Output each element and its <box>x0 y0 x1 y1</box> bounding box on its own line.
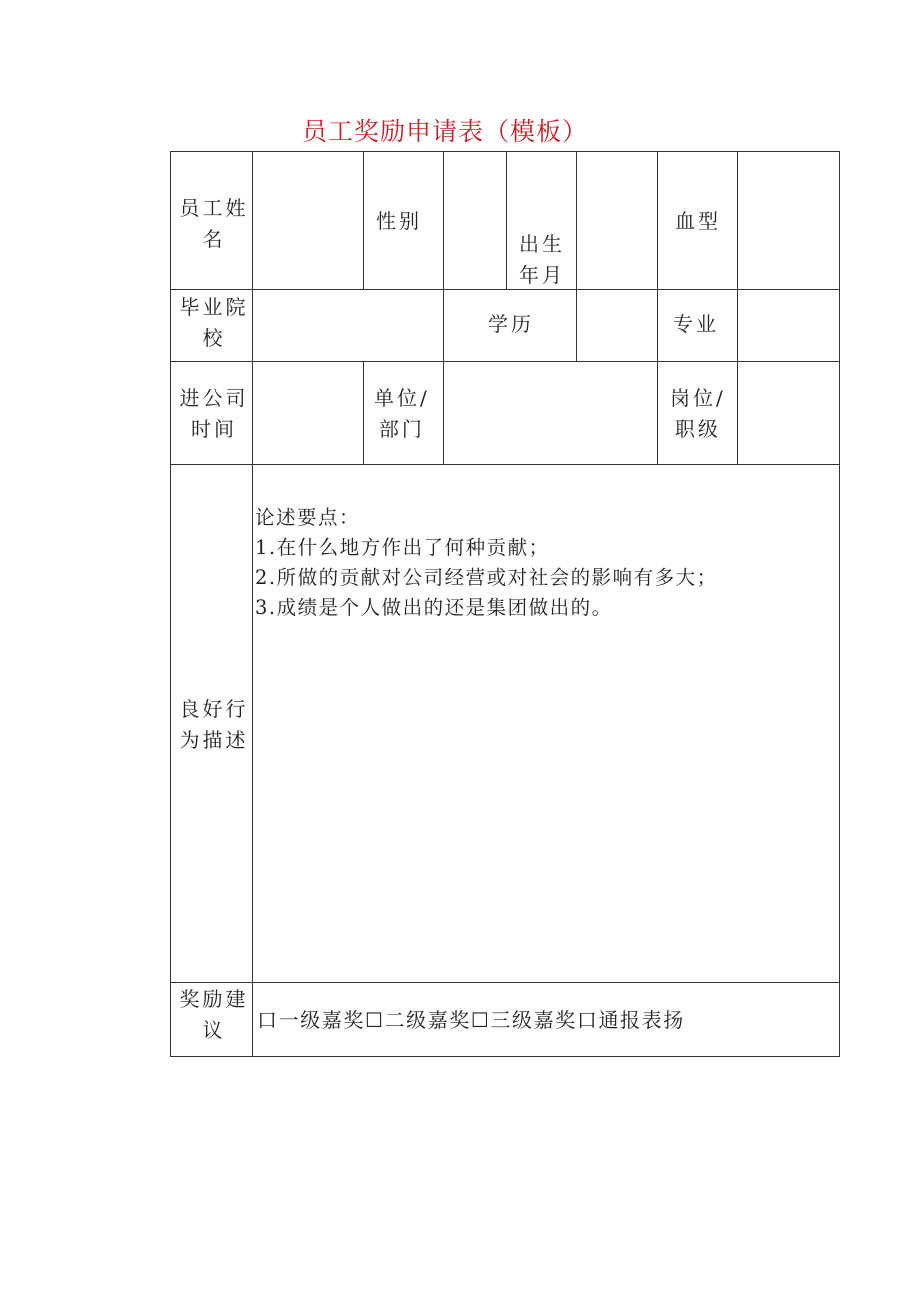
education-label-cell <box>443 289 576 361</box>
birth-label: 出生 年月 <box>519 232 565 287</box>
behavior-label-cell <box>170 464 252 982</box>
department-label: 单位/ 部门 <box>374 386 430 441</box>
join-date-label-cell <box>170 361 252 464</box>
major-label-cell <box>657 289 737 361</box>
notes-heading: 论述要点： <box>255 506 361 529</box>
behavior-description-cell[interactable] <box>252 464 840 982</box>
name-label-cell <box>170 151 252 289</box>
blood-label-cell <box>657 151 737 289</box>
education-input-cell[interactable] <box>576 289 657 361</box>
major-label: 专业 <box>673 312 719 336</box>
name-input-cell[interactable] <box>252 151 363 289</box>
award-application-form <box>170 151 840 1057</box>
name-label: 员工姓 名 <box>179 196 249 251</box>
blood-input-cell[interactable] <box>737 151 840 289</box>
birth-input-cell[interactable] <box>576 151 657 289</box>
birth-label-cell <box>506 151 576 289</box>
behavior-notes <box>255 503 718 623</box>
gender-input-cell[interactable] <box>443 151 506 289</box>
award-label-cell <box>170 982 252 1057</box>
position-label: 岗位/ 职级 <box>670 386 726 441</box>
school-label-cell <box>170 289 252 361</box>
award-options-cell[interactable] <box>252 982 840 1057</box>
join-date-label: 进公司 时间 <box>179 386 249 441</box>
position-label-cell <box>657 361 737 464</box>
join-date-input-cell[interactable] <box>252 361 363 464</box>
gender-label: 性别 <box>376 209 422 233</box>
blood-label: 血型 <box>675 209 721 233</box>
notes-point-1: 1.在什么地方作出了何种贡献； <box>255 536 550 559</box>
award-options[interactable]: 口一级嘉奖☐二级嘉奖☐三级嘉奖口通报表扬 <box>257 1008 685 1032</box>
major-input-cell[interactable] <box>737 289 840 361</box>
notes-point-3: 3.成绩是个人做出的还是集团做出的。 <box>255 596 613 619</box>
department-input-cell[interactable] <box>443 361 657 464</box>
award-label: 奖励建 议 <box>179 987 249 1042</box>
form-title: 员工奖励申请表（模板） <box>301 117 588 146</box>
department-label-cell <box>363 361 443 464</box>
notes-point-2: 2.所做的贡献对公司经营或对社会的影响有多大； <box>255 566 718 589</box>
gender-label-cell <box>363 151 443 289</box>
behavior-label: 良好行 为描述 <box>179 697 249 752</box>
position-input-cell[interactable] <box>737 361 840 464</box>
school-label: 毕业院 校 <box>179 295 249 350</box>
education-label: 学历 <box>488 312 534 336</box>
school-input-cell[interactable] <box>252 289 443 361</box>
